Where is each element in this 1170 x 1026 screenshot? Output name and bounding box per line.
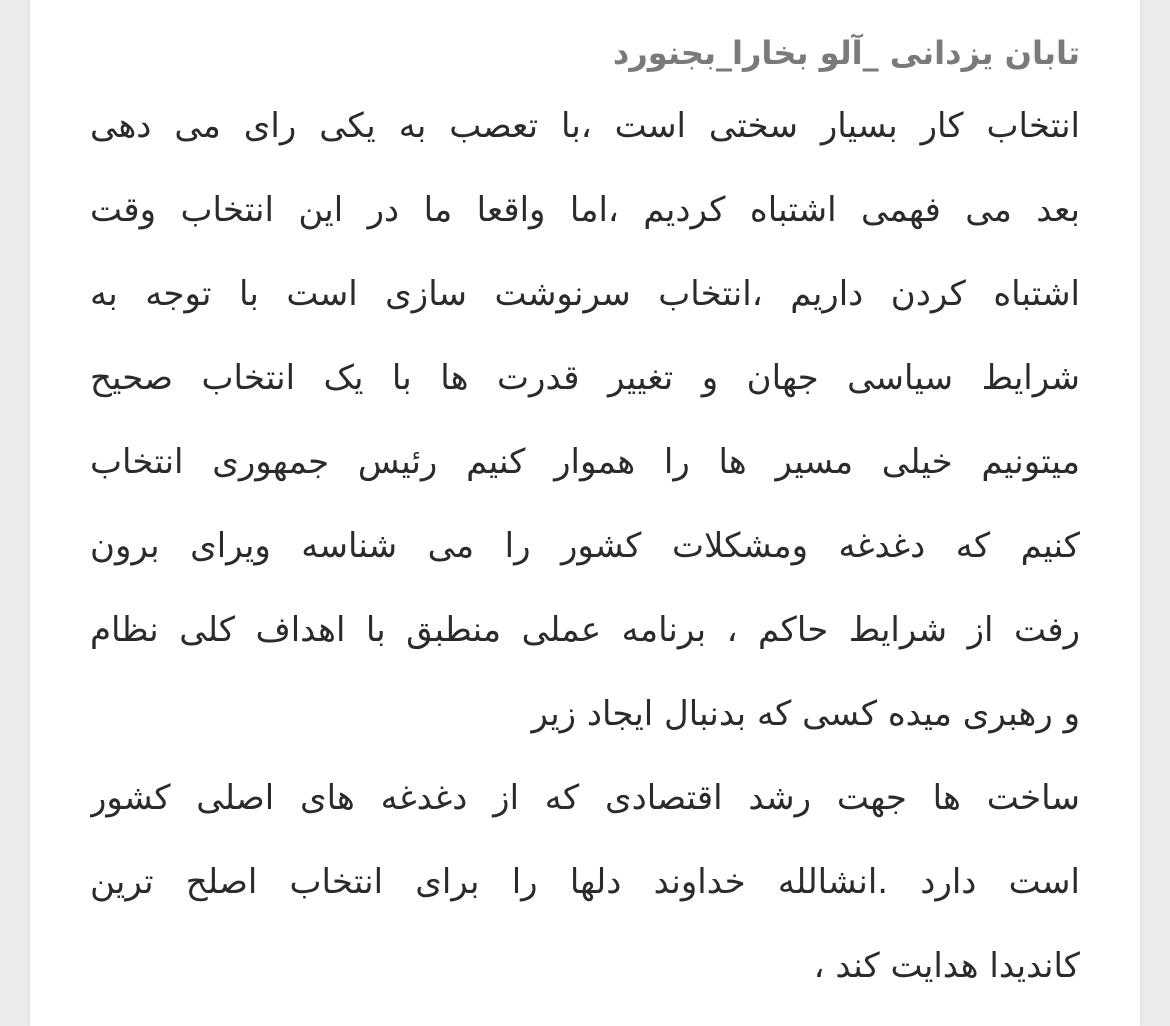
comment-line: است دارد .انشالله خداوند دلها را برای انتخاب اصلح ترین (90, 862, 1080, 902)
comment-card (30, 0, 1140, 1026)
comment-line: و رهبری میده کسی که بدنبال ایجاد زیر (531, 694, 1080, 734)
comment-line: کنیم که دغدغه ومشکلات کشور را می شناسه ویرای برون (90, 526, 1080, 566)
comment-line: کاندیدا هدایت کند ، (813, 946, 1080, 986)
comment-line: شرایط سیاسی جهان و تغییر قدرت ها با یک انتخاب صحیح (90, 358, 1080, 398)
comment-line: انتخاب کار بسیار سختی است ،با تعصب به یکی رای می دهی (90, 106, 1080, 146)
comment-line: ساخت ها جهت رشد اقتصادی که از دغدغه های اصلی کشور (90, 778, 1080, 818)
comment-line: رفت از شرایط حاکم ، برنامه عملی منطبق با اهداف کلی نظام (90, 610, 1080, 650)
comment-body (90, 22, 1080, 1008)
comment-line: میتونیم خیلی مسیر ها را هموار کنیم رئیس جمهوری انتخاب (90, 442, 1080, 482)
comment-line: اشتباه کردن داریم ،انتخاب سرنوشت سازی است با توجه به (90, 274, 1080, 314)
comment-author: تابان یزدانی _آلو بخارا_بجنورد (612, 34, 1080, 72)
comment-line: بعد می فهمی اشتباه کردیم ،اما واقعا ما در این انتخاب وقت (90, 190, 1080, 230)
